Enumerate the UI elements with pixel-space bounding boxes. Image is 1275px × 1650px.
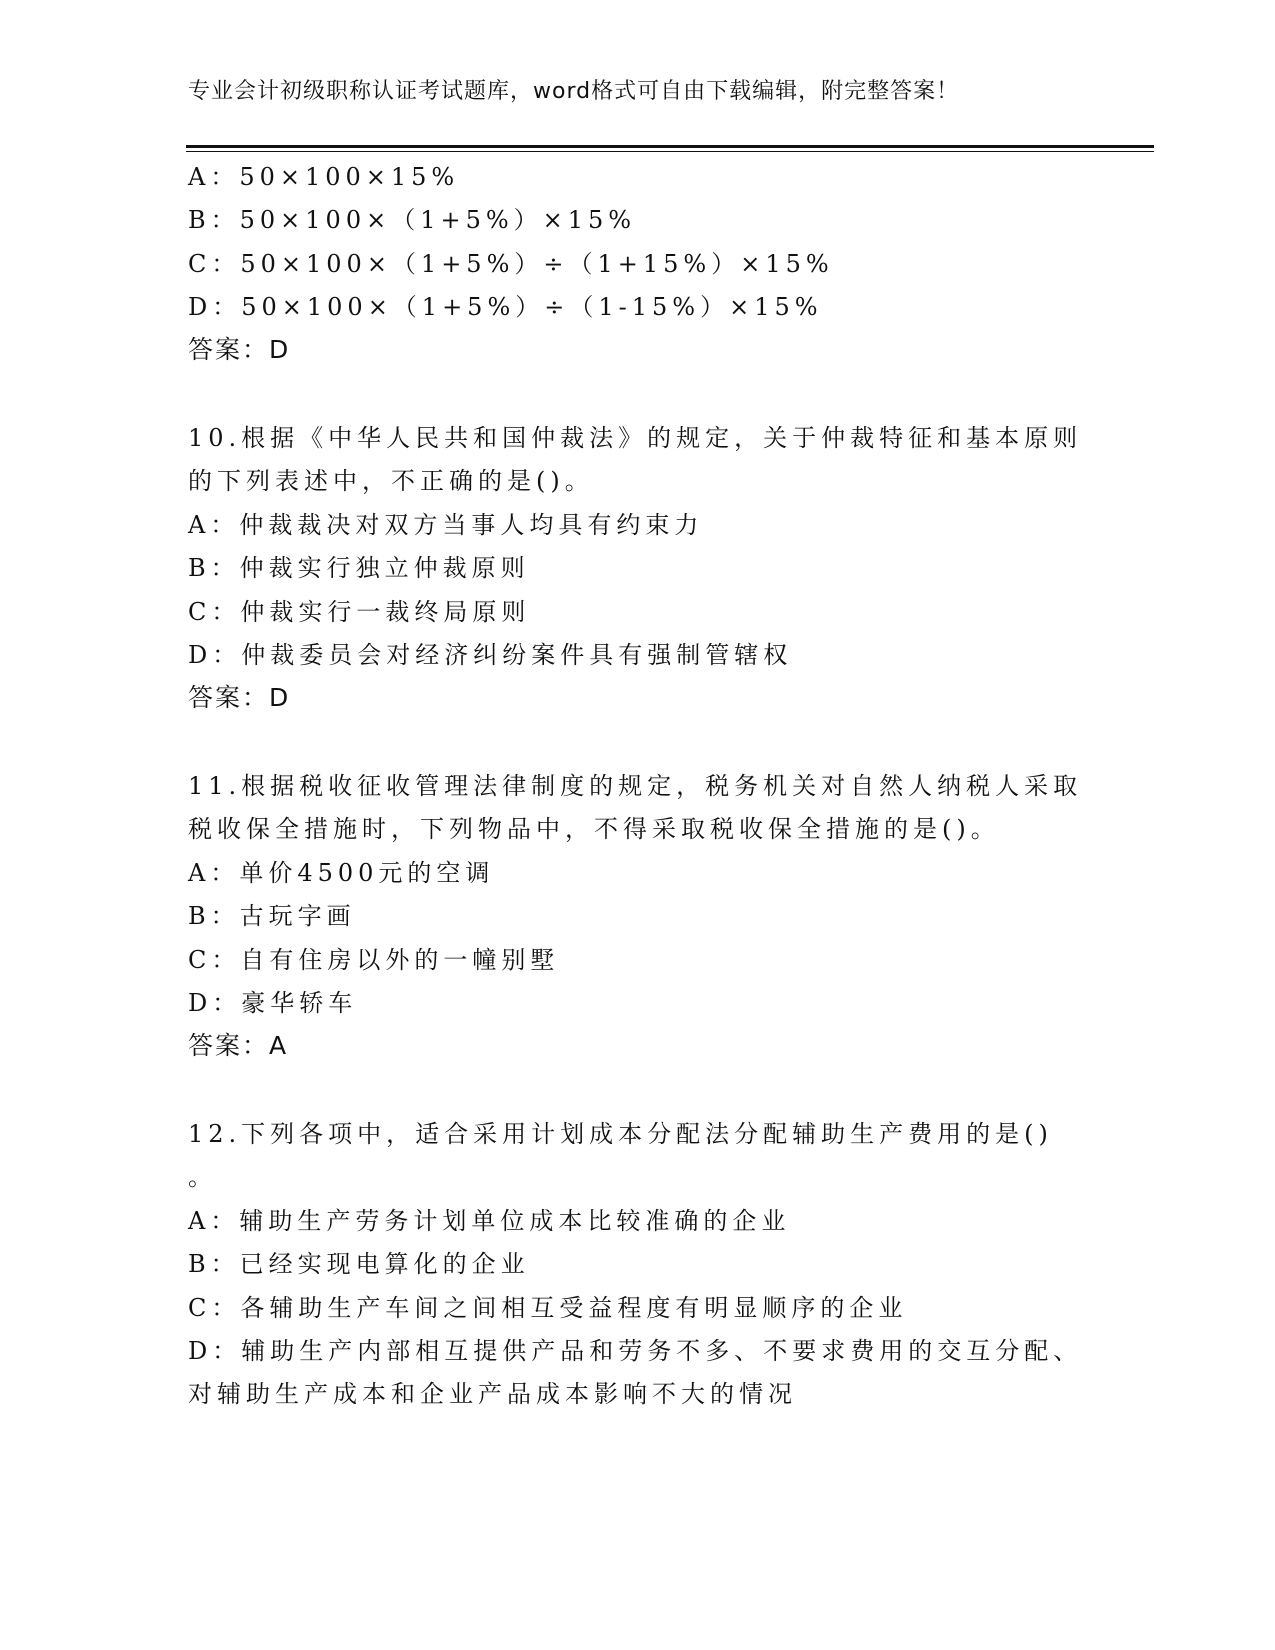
q9-option-b: B：50×100×（1+5%）×15% bbox=[188, 206, 637, 234]
q10-stem-line-1: 10.根据《中华人民共和国仲裁法》的规定，关于仲裁特征和基本原则 bbox=[188, 424, 1083, 452]
q11-option-a: A：单价4500元的空调 bbox=[188, 859, 495, 887]
q9-answer: 答案：D bbox=[188, 335, 291, 364]
q9-option-c: C：50×100×（1+5%）÷（1+15%）×15% bbox=[188, 250, 834, 278]
q10-option-a: A：仲裁裁决对双方当事人均具有约束力 bbox=[188, 511, 704, 539]
document-header: 专业会计初级职称认证考试题库，word格式可自由下载编辑，附完整答案！ bbox=[188, 79, 960, 104]
q10-answer: 答案：D bbox=[188, 683, 291, 712]
header-rule-thick bbox=[186, 145, 1154, 148]
q9-option-a: A：50×100×15% bbox=[188, 163, 460, 191]
q11-option-c: C：自有住房以外的一幢别墅 bbox=[188, 946, 560, 974]
q10-option-c: C：仲裁实行一裁终局原则 bbox=[188, 598, 531, 626]
q11-answer: 答案：A bbox=[188, 1031, 289, 1060]
q12-option-d-line-2: 对辅助生产成本和企业产品成本影响不大的情况 bbox=[188, 1380, 797, 1408]
q10-option-d: D：仲裁委员会对经济纠纷案件具有强制管辖权 bbox=[188, 641, 793, 669]
q11-stem-line-1: 11.根据税收征收管理法律制度的规定，税务机关对自然人纳税人采取 bbox=[188, 772, 1083, 800]
q12-option-b: B：已经实现电算化的企业 bbox=[188, 1250, 530, 1278]
q12-option-a: A：辅助生产劳务计划单位成本比较准确的企业 bbox=[188, 1207, 791, 1235]
q11-option-b: B：古玩字画 bbox=[188, 902, 356, 930]
q12-option-c: C：各辅助生产车间之间相互受益程度有明显顺序的企业 bbox=[188, 1294, 908, 1322]
header-rule-thin bbox=[186, 151, 1154, 152]
q11-option-d: D：豪华轿车 bbox=[188, 989, 358, 1017]
q12-option-d-line-1: D：辅助生产内部相互提供产品和劳务不多、不要求费用的交互分配、 bbox=[188, 1337, 1083, 1365]
q12-stem-line-1: 12.下列各项中，适合采用计划成本分配法分配辅助生产费用的是() bbox=[188, 1120, 1053, 1148]
q9-option-d: D：50×100×（1+5%）÷（1-15%）×15% bbox=[188, 293, 823, 321]
q11-stem-line-2: 税收保全措施时，下列物品中，不得采取税收保全措施的是()。 bbox=[188, 815, 1000, 843]
q10-stem-line-2: 的下列表述中，不正确的是()。 bbox=[188, 467, 594, 495]
q10-option-b: B：仲裁实行独立仲裁原则 bbox=[188, 554, 530, 582]
q12-stem-line-2: 。 bbox=[188, 1163, 217, 1191]
